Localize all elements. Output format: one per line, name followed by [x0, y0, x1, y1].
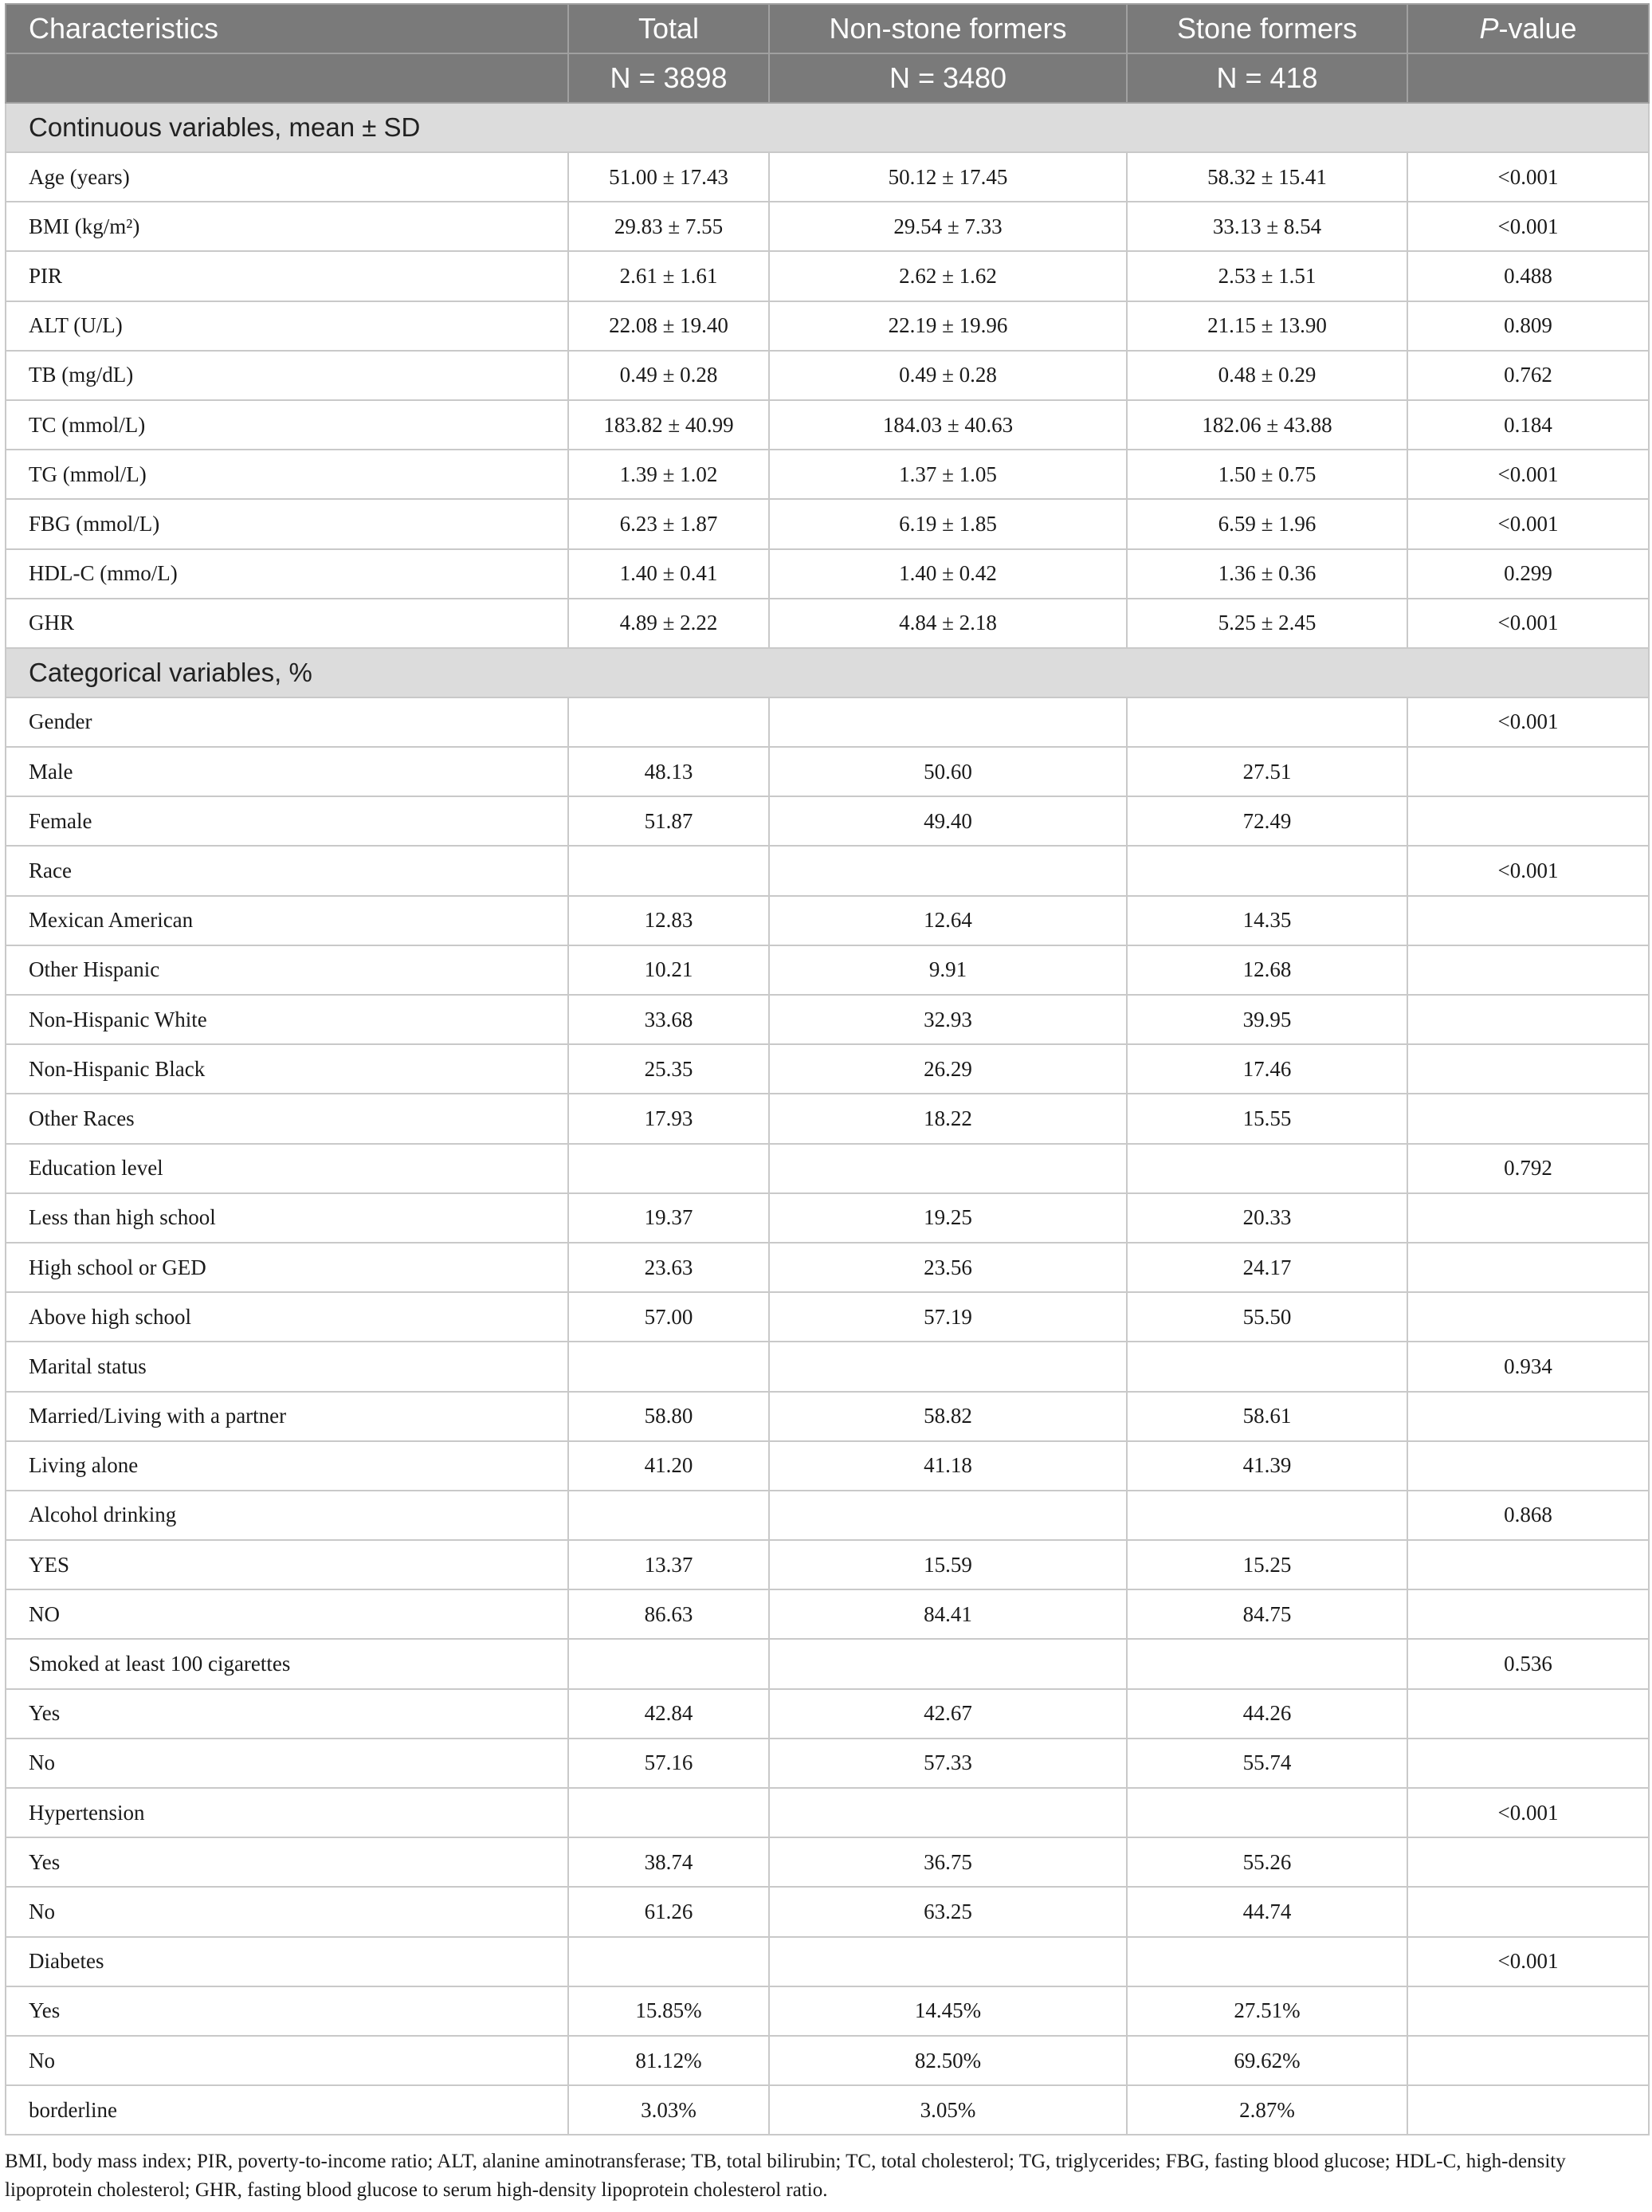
cell-stone — [1127, 1937, 1407, 1986]
cell-stone — [1127, 846, 1407, 895]
cell-p-value — [1407, 1094, 1649, 1143]
row-label: Race — [6, 846, 568, 895]
row-label: NO — [6, 1589, 568, 1639]
cell-p-value: <0.001 — [1407, 499, 1649, 548]
table-body — [6, 103, 1649, 2135]
cell-total: 29.83 ± 7.55 — [568, 202, 769, 251]
table-row — [6, 1837, 1649, 1887]
table-row — [6, 1937, 1649, 1986]
table-row — [6, 351, 1649, 400]
cell-p-value — [1407, 1689, 1649, 1739]
cell-stone: 58.32 ± 15.41 — [1127, 152, 1407, 202]
col-header-characteristics: Characteristics — [6, 4, 568, 53]
row-label: High school or GED — [6, 1243, 568, 1292]
col-header-p-value — [1407, 4, 1649, 53]
cell-non-stone: 1.37 ± 1.05 — [769, 450, 1127, 499]
cell-stone: 6.59 ± 1.96 — [1127, 499, 1407, 548]
row-label: Gender — [6, 697, 568, 747]
cell-non-stone — [769, 697, 1127, 747]
table-row — [6, 400, 1649, 450]
row-label: Diabetes — [6, 1937, 568, 1986]
cell-stone: 27.51% — [1127, 1986, 1407, 2036]
cell-stone — [1127, 697, 1407, 747]
cell-stone: 0.48 ± 0.29 — [1127, 351, 1407, 400]
cell-total: 57.00 — [568, 1292, 769, 1342]
row-label: Other Hispanic — [6, 945, 568, 995]
row-label: YES — [6, 1540, 568, 1589]
cell-total: 3.03% — [568, 2085, 769, 2135]
row-label: PIR — [6, 251, 568, 301]
table-row — [6, 995, 1649, 1044]
cell-p-value — [1407, 1193, 1649, 1243]
table-row — [6, 301, 1649, 351]
table-row — [6, 846, 1649, 895]
cell-non-stone: 12.64 — [769, 896, 1127, 945]
cell-non-stone: 58.82 — [769, 1392, 1127, 1441]
table-row — [6, 1788, 1649, 1837]
row-label: Marital status — [6, 1342, 568, 1391]
cell-p-value — [1407, 747, 1649, 796]
cell-stone — [1127, 1144, 1407, 1193]
table-row — [6, 1144, 1649, 1193]
cell-p-value — [1407, 1392, 1649, 1441]
cell-non-stone — [769, 1639, 1127, 1688]
cell-non-stone: 42.67 — [769, 1689, 1127, 1739]
cell-p-value — [1407, 1739, 1649, 1788]
cell-stone: 44.74 — [1127, 1887, 1407, 1936]
cell-non-stone: 4.84 ± 2.18 — [769, 599, 1127, 648]
row-label: Smoked at least 100 cigarettes — [6, 1639, 568, 1688]
row-label: Mexican American — [6, 896, 568, 945]
cell-total: 61.26 — [568, 1887, 769, 1936]
row-label: Yes — [6, 1689, 568, 1739]
cell-p-value: <0.001 — [1407, 450, 1649, 499]
table-container — [5, 3, 1648, 2135]
cell-stone: 20.33 — [1127, 1193, 1407, 1243]
row-label: No — [6, 1739, 568, 1788]
cell-total: 183.82 ± 40.99 — [568, 400, 769, 450]
p-italic: P — [1479, 12, 1499, 45]
cell-non-stone: 3.05% — [769, 2085, 1127, 2135]
cell-non-stone: 29.54 ± 7.33 — [769, 202, 1127, 251]
table-footnote: BMI, body mass index; PIR, poverty-to-income ratio; ALT, alanine aminotransferase; TB, total bilirubin; TC, total cholesterol; TG, triglycerides; FBG, fasting blood glucose; HDL-C, high-density lipoprotein cholesterol; GHR, fasting blood glucose to serum high-density lipoprotein cholesterol ratio. — [5, 2151, 1566, 2201]
cell-non-stone: 184.03 ± 40.63 — [769, 400, 1127, 450]
cell-p-value: 0.184 — [1407, 400, 1649, 450]
table-row — [6, 1739, 1649, 1788]
cell-p-value: 0.536 — [1407, 1639, 1649, 1688]
cell-p-value: 0.488 — [1407, 251, 1649, 301]
cell-non-stone: 49.40 — [769, 796, 1127, 846]
cell-total: 23.63 — [568, 1243, 769, 1292]
cell-total — [568, 846, 769, 895]
cell-stone: 1.50 ± 0.75 — [1127, 450, 1407, 499]
cell-total: 58.80 — [568, 1392, 769, 1441]
row-label: Female — [6, 796, 568, 846]
header-row — [6, 4, 1649, 53]
characteristics-table — [5, 3, 1650, 2135]
row-label: borderline — [6, 2085, 568, 2135]
table-row — [6, 1986, 1649, 2036]
cell-non-stone: 2.62 ± 1.62 — [769, 251, 1127, 301]
row-label: BMI (kg/m²) — [6, 202, 568, 251]
cell-total: 12.83 — [568, 896, 769, 945]
cell-total: 33.68 — [568, 995, 769, 1044]
cell-total: 51.00 ± 17.43 — [568, 152, 769, 202]
cell-non-stone — [769, 1937, 1127, 1986]
cell-non-stone: 9.91 — [769, 945, 1127, 995]
cell-stone — [1127, 1342, 1407, 1391]
table-row — [6, 1044, 1649, 1094]
cell-non-stone: 82.50% — [769, 2036, 1127, 2085]
cell-stone: 17.46 — [1127, 1044, 1407, 1094]
section-row-continuous — [6, 103, 1649, 152]
table-row — [6, 1094, 1649, 1143]
row-label: TG (mmol/L) — [6, 450, 568, 499]
table-row — [6, 1540, 1649, 1589]
table-row — [6, 1342, 1649, 1391]
cell-stone: 12.68 — [1127, 945, 1407, 995]
p-suffix: -value — [1498, 12, 1577, 45]
cell-non-stone: 50.12 ± 17.45 — [769, 152, 1127, 202]
cell-total: 0.49 ± 0.28 — [568, 351, 769, 400]
cell-stone: 182.06 ± 43.88 — [1127, 400, 1407, 450]
cell-stone: 69.62% — [1127, 2036, 1407, 2085]
table-row — [6, 697, 1649, 747]
row-label: Above high school — [6, 1292, 568, 1342]
table-row — [6, 599, 1649, 648]
table-row — [6, 450, 1649, 499]
row-label: Male — [6, 747, 568, 796]
cell-p-value — [1407, 796, 1649, 846]
cell-stone: 2.87% — [1127, 2085, 1407, 2135]
row-label: FBG (mmol/L) — [6, 499, 568, 548]
cell-p-value — [1407, 896, 1649, 945]
row-label: Yes — [6, 1837, 568, 1887]
cell-p-value: <0.001 — [1407, 152, 1649, 202]
row-label: Yes — [6, 1986, 568, 2036]
cell-non-stone: 84.41 — [769, 1589, 1127, 1639]
cell-total — [568, 1937, 769, 1986]
table-row — [6, 152, 1649, 202]
cell-stone: 58.61 — [1127, 1392, 1407, 1441]
cell-total: 86.63 — [568, 1589, 769, 1639]
cell-total — [568, 1342, 769, 1391]
col-header-total: Total — [568, 4, 769, 53]
cell-p-value: 0.809 — [1407, 301, 1649, 351]
cell-non-stone — [769, 1144, 1127, 1193]
row-label: Living alone — [6, 1441, 568, 1491]
cell-total: 15.85% — [568, 1986, 769, 2036]
cell-non-stone: 6.19 ± 1.85 — [769, 499, 1127, 548]
cell-p-value — [1407, 1837, 1649, 1887]
cell-stone: 84.75 — [1127, 1589, 1407, 1639]
row-label: Hypertension — [6, 1788, 568, 1837]
cell-p-value: 0.762 — [1407, 351, 1649, 400]
row-label: Education level — [6, 1144, 568, 1193]
cell-p-value — [1407, 1986, 1649, 2036]
cell-total: 13.37 — [568, 1540, 769, 1589]
cell-p-value: 0.934 — [1407, 1342, 1649, 1391]
n-total: N = 3898 — [568, 53, 769, 103]
cell-total: 38.74 — [568, 1837, 769, 1887]
table-row — [6, 1243, 1649, 1292]
table-row — [6, 1392, 1649, 1441]
cell-non-stone: 0.49 ± 0.28 — [769, 351, 1127, 400]
table-row — [6, 251, 1649, 301]
cell-total — [568, 1788, 769, 1837]
cell-p-value: 0.868 — [1407, 1491, 1649, 1540]
cell-stone — [1127, 1788, 1407, 1837]
cell-non-stone — [769, 1342, 1127, 1391]
cell-non-stone: 23.56 — [769, 1243, 1127, 1292]
cell-total: 48.13 — [568, 747, 769, 796]
table-row — [6, 1639, 1649, 1688]
cell-total: 1.39 ± 1.02 — [568, 450, 769, 499]
n-stone: N = 418 — [1127, 53, 1407, 103]
row-label: TC (mmol/L) — [6, 400, 568, 450]
cell-p-value — [1407, 945, 1649, 995]
row-label: No — [6, 2036, 568, 2085]
table-row — [6, 1887, 1649, 1936]
cell-non-stone: 57.33 — [769, 1739, 1127, 1788]
table-row — [6, 499, 1649, 548]
cell-p-value: 0.792 — [1407, 1144, 1649, 1193]
cell-stone: 2.53 ± 1.51 — [1127, 251, 1407, 301]
cell-non-stone — [769, 846, 1127, 895]
cell-total: 10.21 — [568, 945, 769, 995]
table-header — [6, 4, 1649, 103]
cell-non-stone: 41.18 — [769, 1441, 1127, 1491]
table-row — [6, 1193, 1649, 1243]
cell-stone: 72.49 — [1127, 796, 1407, 846]
cell-stone: 15.25 — [1127, 1540, 1407, 1589]
cell-total: 25.35 — [568, 1044, 769, 1094]
cell-total: 19.37 — [568, 1193, 769, 1243]
cell-stone: 55.74 — [1127, 1739, 1407, 1788]
table-row — [6, 1589, 1649, 1639]
cell-non-stone: 36.75 — [769, 1837, 1127, 1887]
cell-total — [568, 1491, 769, 1540]
cell-stone: 39.95 — [1127, 995, 1407, 1044]
cell-total: 51.87 — [568, 796, 769, 846]
n-p-blank — [1407, 53, 1649, 103]
cell-p-value — [1407, 1243, 1649, 1292]
cell-p-value: <0.001 — [1407, 1788, 1649, 1837]
cell-non-stone: 15.59 — [769, 1540, 1127, 1589]
table-row — [6, 1441, 1649, 1491]
cell-p-value — [1407, 1292, 1649, 1342]
section-title-categorical: Categorical variables, % — [6, 648, 1649, 697]
cell-p-value: <0.001 — [1407, 599, 1649, 648]
cell-total: 42.84 — [568, 1689, 769, 1739]
table-row — [6, 896, 1649, 945]
cell-non-stone: 63.25 — [769, 1887, 1127, 1936]
cell-stone: 15.55 — [1127, 1094, 1407, 1143]
cell-p-value: <0.001 — [1407, 202, 1649, 251]
table-row — [6, 747, 1649, 796]
row-label: GHR — [6, 599, 568, 648]
cell-non-stone: 19.25 — [769, 1193, 1127, 1243]
row-label: Other Races — [6, 1094, 568, 1143]
cell-non-stone: 22.19 ± 19.96 — [769, 301, 1127, 351]
cell-p-value — [1407, 2036, 1649, 2085]
cell-non-stone: 18.22 — [769, 1094, 1127, 1143]
header-n-row — [6, 53, 1649, 103]
cell-total — [568, 697, 769, 747]
cell-total: 2.61 ± 1.61 — [568, 251, 769, 301]
cell-stone — [1127, 1491, 1407, 1540]
cell-stone: 21.15 ± 13.90 — [1127, 301, 1407, 351]
cell-non-stone: 26.29 — [769, 1044, 1127, 1094]
section-row-categorical — [6, 648, 1649, 697]
cell-stone: 55.26 — [1127, 1837, 1407, 1887]
col-header-stone: Stone formers — [1127, 4, 1407, 53]
cell-non-stone: 14.45% — [769, 1986, 1127, 2036]
table-row — [6, 549, 1649, 599]
section-title-continuous: Continuous variables, mean ± SD — [6, 103, 1649, 152]
table-row — [6, 2085, 1649, 2135]
cell-p-value: 0.299 — [1407, 549, 1649, 599]
cell-stone — [1127, 1639, 1407, 1688]
cell-total: 57.16 — [568, 1739, 769, 1788]
cell-p-value — [1407, 1441, 1649, 1491]
cell-non-stone — [769, 1788, 1127, 1837]
cell-p-value — [1407, 1044, 1649, 1094]
cell-total: 17.93 — [568, 1094, 769, 1143]
table-row — [6, 1689, 1649, 1739]
cell-total — [568, 1639, 769, 1688]
table-row — [6, 1292, 1649, 1342]
cell-total — [568, 1144, 769, 1193]
n-blank — [6, 53, 568, 103]
cell-p-value — [1407, 1887, 1649, 1936]
cell-non-stone: 32.93 — [769, 995, 1127, 1044]
cell-total: 1.40 ± 0.41 — [568, 549, 769, 599]
row-label: Alcohol drinking — [6, 1491, 568, 1540]
row-label: Non-Hispanic White — [6, 995, 568, 1044]
cell-p-value: <0.001 — [1407, 697, 1649, 747]
col-header-non-stone: Non-stone formers — [769, 4, 1127, 53]
table-row — [6, 1491, 1649, 1540]
cell-total: 4.89 ± 2.22 — [568, 599, 769, 648]
cell-stone: 24.17 — [1127, 1243, 1407, 1292]
cell-p-value — [1407, 995, 1649, 1044]
cell-stone: 55.50 — [1127, 1292, 1407, 1342]
row-label: Married/Living with a partner — [6, 1392, 568, 1441]
table-row — [6, 945, 1649, 995]
cell-stone: 5.25 ± 2.45 — [1127, 599, 1407, 648]
cell-non-stone — [769, 1491, 1127, 1540]
row-label: No — [6, 1887, 568, 1936]
cell-p-value — [1407, 1540, 1649, 1589]
row-label: ALT (U/L) — [6, 301, 568, 351]
row-label: Non-Hispanic Black — [6, 1044, 568, 1094]
cell-non-stone: 57.19 — [769, 1292, 1127, 1342]
cell-non-stone: 1.40 ± 0.42 — [769, 549, 1127, 599]
cell-p-value: <0.001 — [1407, 846, 1649, 895]
cell-stone: 14.35 — [1127, 896, 1407, 945]
cell-total: 6.23 ± 1.87 — [568, 499, 769, 548]
cell-total: 41.20 — [568, 1441, 769, 1491]
cell-p-value: <0.001 — [1407, 1937, 1649, 1986]
row-label: Less than high school — [6, 1193, 568, 1243]
cell-stone: 44.26 — [1127, 1689, 1407, 1739]
row-label: Age (years) — [6, 152, 568, 202]
table-row — [6, 796, 1649, 846]
cell-stone: 27.51 — [1127, 747, 1407, 796]
cell-stone: 33.13 ± 8.54 — [1127, 202, 1407, 251]
row-label: HDL-C (mmo/L) — [6, 549, 568, 599]
cell-stone: 41.39 — [1127, 1441, 1407, 1491]
cell-stone: 1.36 ± 0.36 — [1127, 549, 1407, 599]
cell-non-stone: 50.60 — [769, 747, 1127, 796]
cell-total: 22.08 ± 19.40 — [568, 301, 769, 351]
row-label: TB (mg/dL) — [6, 351, 568, 400]
n-non-stone: N = 3480 — [769, 53, 1127, 103]
cell-p-value — [1407, 2085, 1649, 2135]
table-row — [6, 2036, 1649, 2085]
cell-p-value — [1407, 1589, 1649, 1639]
cell-total: 81.12% — [568, 2036, 769, 2085]
table-row — [6, 202, 1649, 251]
